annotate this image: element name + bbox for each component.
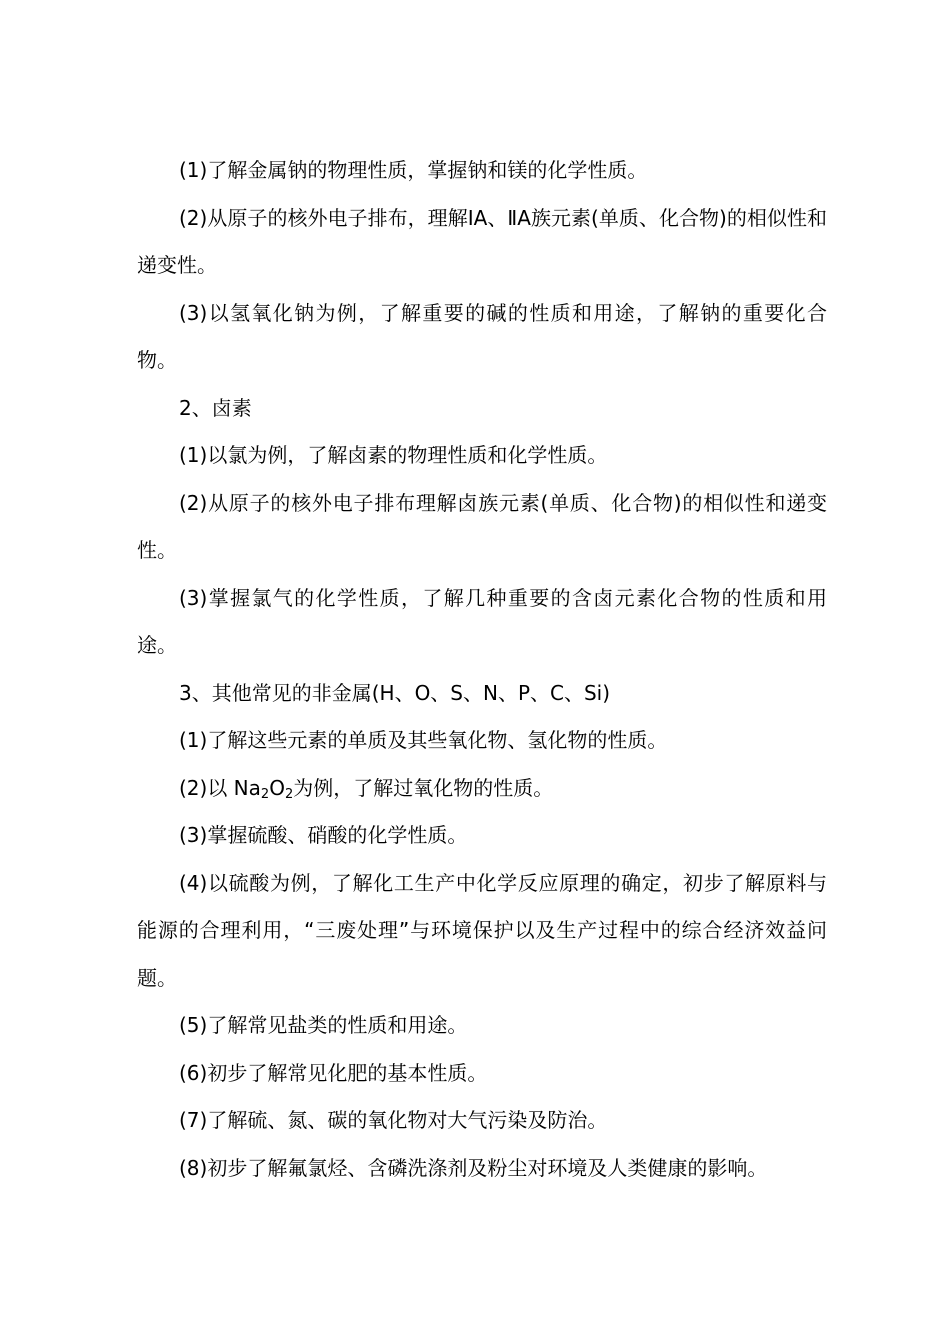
section-heading-halogens: 2、卤素 (179, 395, 252, 420)
document-body (137, 147, 827, 1192)
paragraph-15: (7)了解硫、氮、碳的氧化物对大气污染及防治。 (179, 1108, 608, 1132)
paragraph-11: (3)掌握硫酸、硝酸的化学性质。 (179, 823, 468, 847)
paragraph-12: (4)以硫酸为例，了解化工生产中化学反应原理的确定，初步了解原料与能源的合理利用，“三废处理”与环境保护以及生产过程中的综合经济效益问题。 (137, 870, 827, 990)
paragraph-2: (2)从原子的核外电子排布，理解ⅠA、ⅡA族元素(单质、化合物)的相似性和递变性。 (137, 205, 827, 277)
paragraph-6: (2)从原子的核外电子排布理解卤族元素(单质、化合物)的相似性和递变性。 (137, 490, 827, 562)
section-heading-nonmetals: 3、其他常见的非金属(H、O、S、N、P、C、Si) (179, 680, 611, 705)
paragraph-16: (8)初步了解氟氯烃、含磷洗涤剂及粉尘对环境及人类健康的影响。 (179, 1155, 768, 1180)
na2o2-subscript-2: 2 (284, 786, 294, 802)
na2o2-text-after: 为例，了解过氧化物的性质。 (293, 775, 554, 800)
na2o2-subscript-1: 2 (260, 786, 270, 802)
paragraph-13: (5)了解常见盐类的性质和用途。 (179, 1013, 468, 1037)
paragraph-3: (3)以氢氧化钠为例，了解重要的碱的性质和用途，了解钠的重要化合物。 (137, 300, 827, 372)
na2o2-text-before: (2)以 Na (179, 775, 261, 800)
paragraph-7: (3)掌握氯气的化学性质，了解几种重要的含卤元素化合物的性质和用途。 (137, 585, 827, 657)
paragraph-10-na2o2 (137, 765, 827, 813)
paragraph-1: (1)了解金属钠的物理性质，掌握钠和镁的化学性质。 (179, 158, 648, 182)
paragraph-9: (1)了解这些元素的单质及其些氧化物、氢化物的性质。 (179, 728, 668, 752)
paragraph-5: (1)以氯为例，了解卤素的物理性质和化学性质。 (179, 443, 608, 467)
na2o2-text-middle: O (269, 775, 285, 800)
paragraph-14: (6)初步了解常见化肥的基本性质。 (179, 1060, 488, 1085)
